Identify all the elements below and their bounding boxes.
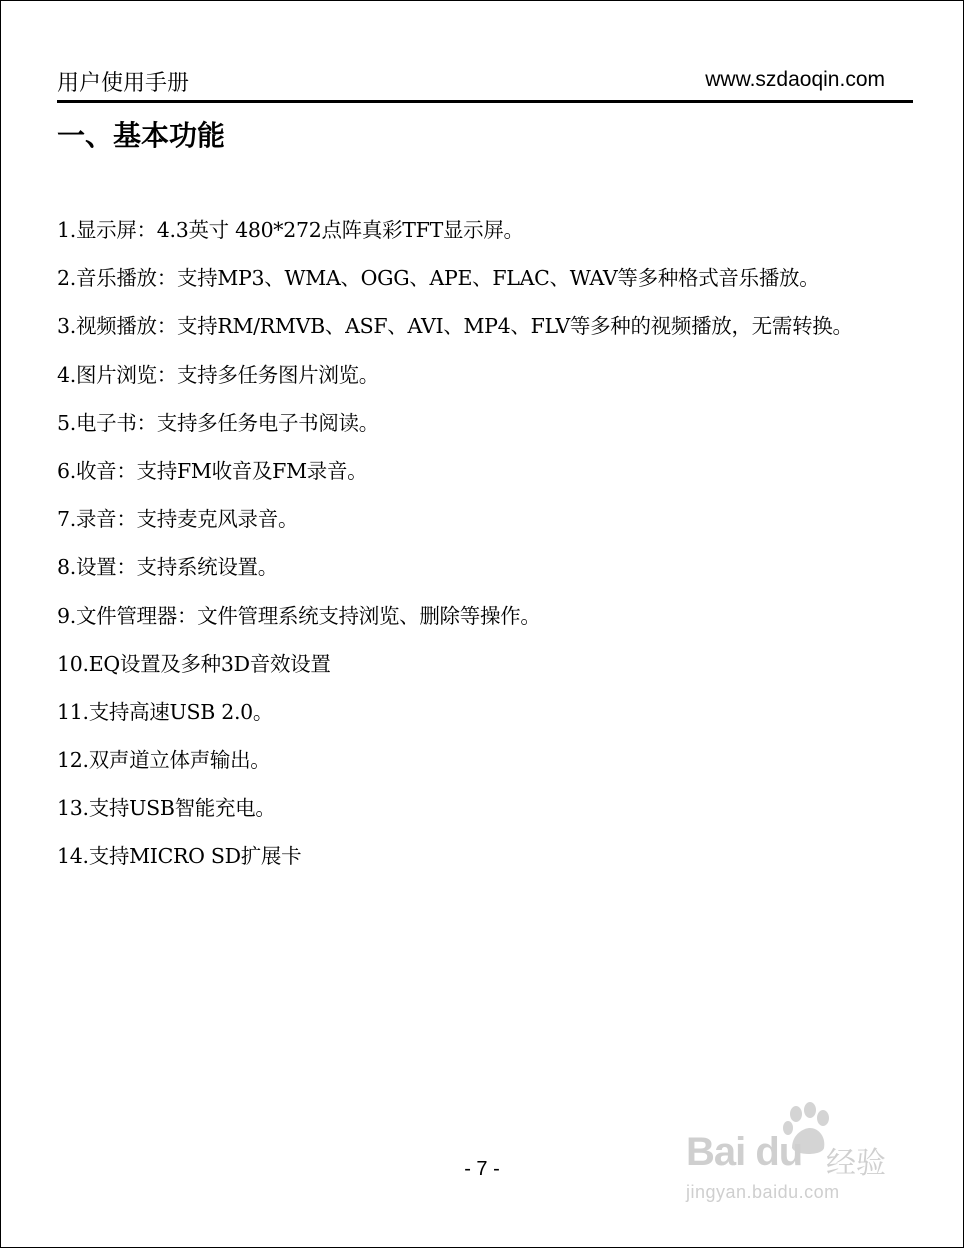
feature-item: 5.电子书：支持多任务电子书阅读。 bbox=[57, 410, 379, 435]
watermark-url: jingyan.baidu.com bbox=[686, 1182, 840, 1202]
feature-item: 14.支持MICRO SD扩展卡 bbox=[57, 844, 302, 869]
feature-item: 1.显示屏：4.3英寸 480*272点阵真彩TFT显示屏。 bbox=[57, 218, 524, 242]
feature-list bbox=[57, 212, 937, 887]
feature-item: 10.EQ设置及多种3D音效设置 bbox=[57, 651, 331, 676]
feature-item: 11.支持高速USB 2.0。 bbox=[57, 699, 274, 724]
feature-item: 4.图片浏览：支持多任务图片浏览。 bbox=[57, 362, 379, 387]
feature-item: 9.文件管理器：文件管理系统支持浏览、删除等操作。 bbox=[57, 603, 541, 628]
watermark-label: 经验 bbox=[826, 1146, 886, 1181]
feature-item: 13.支持USB智能充电。 bbox=[57, 796, 276, 821]
header-divider bbox=[57, 100, 913, 103]
feature-item: 7.录音：支持麦克风录音。 bbox=[57, 507, 299, 532]
baidu-jingyan-watermark bbox=[686, 1100, 916, 1210]
page-header bbox=[57, 60, 913, 102]
manual-title: 用户使用手册 bbox=[57, 71, 190, 96]
feature-item: 6.收音：支持FM收音及FM录音。 bbox=[57, 458, 368, 483]
feature-item: 8.设置：支持系统设置。 bbox=[57, 555, 278, 580]
feature-item: 2.音乐播放：支持MP3、WMA、OGG、APE、FLAC、WAV等多种格式音乐播放。 bbox=[57, 266, 820, 291]
feature-item: 3.视频播放：支持RM/RMVB、ASF、AVI、MP4、FLV等多种的视频播放，无需转换。 bbox=[57, 314, 853, 339]
section-title: 一、基本功能 bbox=[57, 119, 226, 152]
page-number: - 7 - bbox=[464, 1158, 500, 1180]
website-url: www.szdaoqin.com bbox=[705, 68, 885, 91]
feature-item: 12.双声道立体声输出。 bbox=[57, 748, 271, 773]
watermark-logo: Bai du bbox=[686, 1130, 803, 1174]
